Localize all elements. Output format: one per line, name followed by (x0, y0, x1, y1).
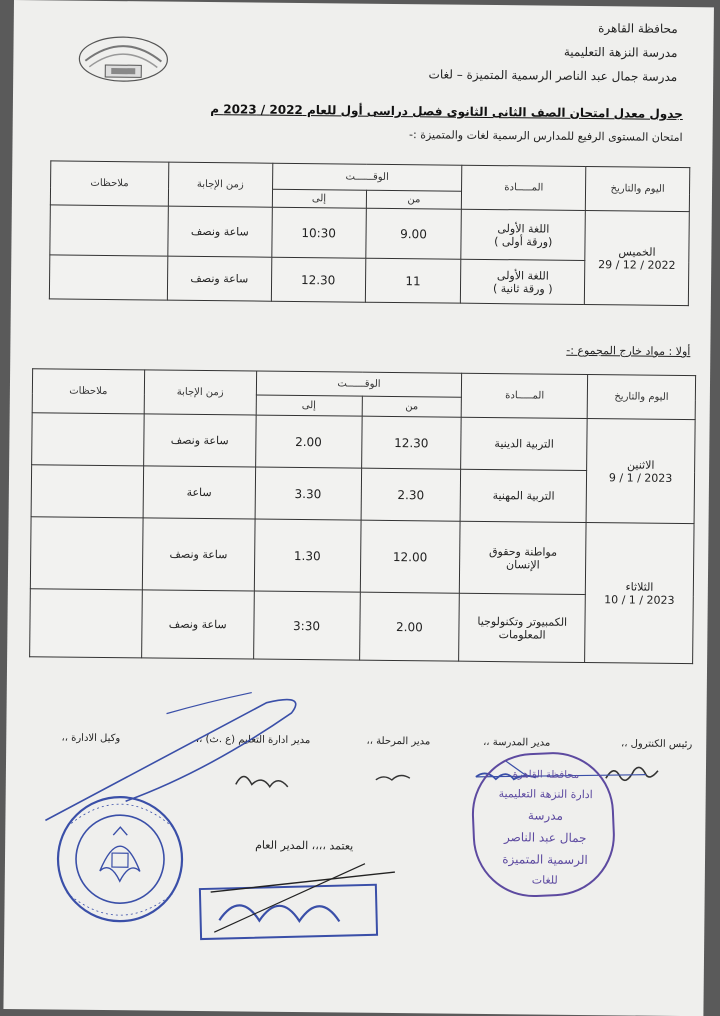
day-label: الثلاثاء (625, 579, 654, 594)
to-cell: 3.30 (255, 467, 361, 520)
subject-line2: الإنسان (505, 557, 540, 572)
stamp-line-1: محافظة القاهرة (512, 769, 580, 781)
sig-edu-admin-director: مدير ادارة التعليم (ع .ث) ،، (195, 733, 311, 747)
duration-cell: ساعة ونصف (144, 414, 256, 467)
subject-line1: اللغة الأولى (496, 268, 549, 283)
header-day-date: اليوم والتاريخ (585, 166, 689, 211)
approval-text: يعتمد ،،،، المدير العام (255, 838, 354, 853)
governorate-line: محافظة القاهرة (598, 21, 678, 36)
subject-line1: التربية الدينية (494, 437, 554, 451)
stamp-line-3: مدرسة (527, 808, 564, 823)
header-notes: ملاحظات (32, 369, 144, 414)
from-cell: 11 (365, 258, 461, 303)
header-from: من (366, 190, 462, 209)
signatures-and-stamps (3, 0, 714, 1016)
pen-stroke (45, 697, 295, 823)
duration-cell: ساعة ونصف (142, 590, 255, 659)
stamp-line-4: جمال عبد الناصر (503, 830, 587, 846)
sig-control-head: رئيس الكنترول ،، (620, 738, 693, 751)
school-name-line: مدرسة جمال عبد الناصر الرسمية المتميزة – لغات (428, 67, 678, 84)
day-label: الاثنين (626, 457, 655, 472)
to-cell: 1.30 (254, 519, 361, 592)
signature-stage-director (376, 775, 410, 780)
subject-line2: (ورقة أولى ) (494, 234, 553, 249)
pen-stroke (214, 862, 365, 934)
duration-cell: ساعة ونصف (168, 206, 272, 257)
date-label: 29 / 12 / 2022 (598, 257, 676, 272)
from-cell: 2.30 (361, 468, 461, 521)
subject-line1: الكمبيوتر وتكنولوجيا (477, 614, 568, 629)
subject-line2: ( ورقة ثانية ) (492, 281, 553, 296)
sig-stage-director: مدير المرحلة ،، (366, 735, 431, 748)
schedule-title-text: جدول معدل امتحان الصف الثانى الثانوى فصل دراسى أول للعام 2022 / 2023 م (210, 102, 683, 122)
to-cell: 2.00 (255, 415, 361, 468)
sig-school-director: مدير المدرسة ،، (483, 736, 551, 749)
subject-line1: اللغة الأولى (497, 221, 550, 236)
duration-cell: ساعة ونصف (142, 518, 255, 591)
to-cell: 12.30 (271, 257, 365, 302)
day-label: الخميس (618, 244, 656, 259)
signature-control-head (606, 767, 658, 781)
document-page (3, 0, 714, 1016)
header-duration: زمن الإجابة (168, 162, 272, 207)
stamp-line-2: ادارة النزهة التعليمية (498, 787, 593, 802)
subject-line1: التربية المهنية (492, 489, 555, 503)
from-cell: 9.00 (365, 208, 461, 259)
header-subject: المـــــادة (462, 165, 586, 210)
round-eagle-seal (57, 797, 182, 922)
header-from: من (362, 396, 462, 417)
duration-cell: ساعة (143, 466, 255, 519)
header-to: إلى (272, 189, 366, 208)
sig-admin-deputy: وكيل الادارة ،، (61, 732, 121, 745)
header-duration: زمن الإجابة (144, 370, 256, 415)
to-cell: 10:30 (271, 207, 365, 258)
administration-line: مدرسة النزهة التعليمية (563, 44, 678, 60)
from-cell: 12.30 (361, 416, 461, 469)
header-to: إلى (256, 395, 362, 416)
stamp-line-6: للغات (531, 873, 558, 887)
date-label: 9 / 1 / 2023 (608, 470, 673, 485)
from-cell: 2.00 (359, 592, 460, 661)
header-subject: المـــــادة (462, 373, 588, 418)
signature-edu-admin (236, 776, 288, 787)
header-time: الوقــــــت (256, 371, 462, 397)
to-cell: 3:30 (253, 591, 360, 660)
header-day-date: اليوم والتاريخ (587, 375, 695, 420)
director-rect-stamp (199, 862, 395, 941)
date-label: 10 / 1 / 2023 (604, 592, 675, 607)
header-notes: ملاحظات (50, 161, 168, 206)
section-label-extracurricular: أولا : مواد خارج المجموع :- (566, 343, 691, 359)
school-oval-stamp (469, 749, 618, 900)
header-time: الوقــــــت (272, 163, 462, 191)
schedule-subtitle: امتحان المستوى الرفيع للمدارس الرسمية لغات والمتميزة :- (409, 128, 683, 145)
subject-line1: مواطنة وحقوق (488, 544, 558, 559)
pen-stroke (167, 692, 252, 715)
from-cell: 12.00 (360, 520, 461, 593)
subject-line2: المعلومات (498, 627, 546, 642)
pen-stroke (211, 870, 395, 894)
duration-cell: ساعة ونصف (167, 256, 271, 301)
stamp-line-5: الرسمية المتميزة (502, 852, 588, 868)
